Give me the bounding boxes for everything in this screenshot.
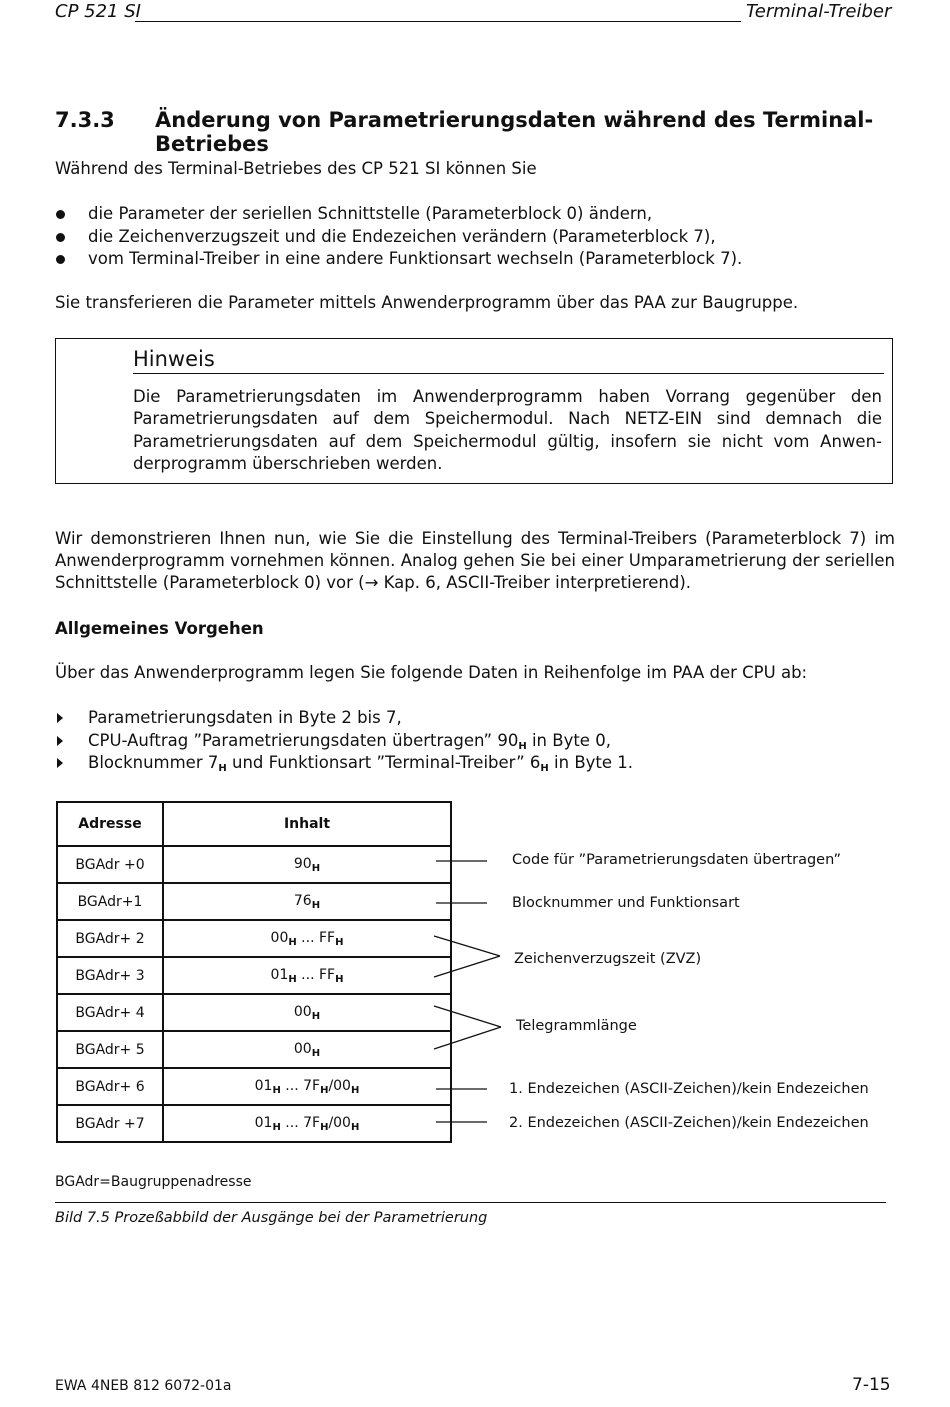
footer-doc-id: EWA 4NEB 812 6072-01a bbox=[55, 1378, 232, 1394]
step-item: Parametrierungsdaten in Byte 2 bis 7, bbox=[88, 708, 402, 727]
annotation-end1: 1. Endezeichen (ASCII-Zeichen)/kein Endezeichen bbox=[509, 1081, 869, 1097]
bullet-item: vom Terminal-Treiber in eine andere Funktionsart wechseln (Parameterblock 7). bbox=[88, 249, 743, 268]
section-number: 7.3.3 bbox=[55, 108, 115, 132]
address-cell: BGAdr+ 2 bbox=[57, 920, 163, 957]
header-left: CP 521 SI bbox=[55, 1, 141, 22]
caption-rule bbox=[55, 1202, 886, 1203]
connector-line bbox=[434, 1027, 501, 1049]
intro-text: Während des Terminal-Betriebes des CP 521 SI können Sie bbox=[55, 159, 537, 178]
annotation-block: Blocknummer und Funktionsart bbox=[512, 895, 740, 911]
legend: BGAdr=Baugruppenadresse bbox=[55, 1174, 252, 1190]
content-cell: $90_H$ bbox=[163, 846, 451, 883]
note-text: Die Parametrierungsdaten im Anwenderprogramm haben Vorrang gegenüber den Parametrierungsdaten auf dem Speichermodul. Nach NETZ-EIN sind demnach die Parametrierungsdaten auf dem Speichermodul gültig, insofern sie nicht vom Anwen- derprogramm überschrieben werden. bbox=[133, 387, 882, 474]
bullet-item: die Parameter der seriellen Schnittstelle (Parameterblock 0) ändern, bbox=[88, 204, 653, 223]
column-header-address: Adresse bbox=[57, 802, 163, 846]
address-cell: BGAdr+ 6 bbox=[57, 1068, 163, 1105]
content-cell: $01_H$ ... $7F_H/00_H$ bbox=[163, 1068, 451, 1105]
address-cell: BGAdr+ 4 bbox=[57, 994, 163, 1031]
content-cell: $00_H$ ... $FF_H$ bbox=[163, 920, 451, 957]
transfer-text: Sie transferieren die Parameter mittels Anwenderprogramm über das PAA zur Baugruppe. bbox=[55, 293, 799, 312]
figure-caption: Bild 7.5 Prozeßabbild der Ausgänge bei der Parametrierung bbox=[55, 1210, 488, 1226]
column-header-content: Inhalt bbox=[163, 802, 451, 846]
page-number: 7-15 bbox=[852, 1375, 891, 1395]
address-cell: BGAdr+ 3 bbox=[57, 957, 163, 994]
subheading: Allgemeines Vorgehen bbox=[55, 619, 264, 638]
note-title: Hinweis bbox=[133, 347, 215, 371]
bullet-item: die Zeichenverzugszeit und die Endezeichen verändern (Parameterblock 7), bbox=[88, 227, 716, 246]
annotation-zvz: Zeichenverzugszeit (ZVZ) bbox=[514, 951, 702, 967]
content-cell: $00_H$ bbox=[163, 1031, 451, 1068]
annotation-end2: 2. Endezeichen (ASCII-Zeichen)/kein Endezeichen bbox=[509, 1115, 869, 1131]
address-cell: BGAdr+ 5 bbox=[57, 1031, 163, 1068]
content-cell: $01_H$ ... $7F_H/00_H$ bbox=[163, 1105, 451, 1142]
procedure-intro: Über das Anwenderprogramm legen Sie folgende Daten in Reihenfolge im PAA der CPU ab: bbox=[55, 663, 808, 682]
connector-line bbox=[434, 956, 500, 977]
content-cell: $00_H$ bbox=[163, 994, 451, 1031]
connector-line bbox=[434, 1006, 501, 1027]
content-cell: $01_H$ ... $FF_H$ bbox=[163, 957, 451, 994]
connector-line bbox=[434, 936, 500, 956]
address-cell: BGAdr+1 bbox=[57, 883, 163, 920]
annotation-telegram: Telegrammlänge bbox=[516, 1018, 637, 1034]
header-right: Terminal-Treiber bbox=[746, 1, 892, 22]
step-item: CPU-Auftrag ”Parametrierungsdaten übertragen” $90_H$ in Byte 0, bbox=[88, 731, 611, 752]
address-cell: BGAdr +0 bbox=[57, 846, 163, 883]
address-cell: BGAdr +7 bbox=[57, 1105, 163, 1142]
step-item: Blocknummer $7_H$ und Funktionsart ”Terminal-Treiber” $6_H$ in Byte 1. bbox=[88, 753, 634, 774]
content-cell: $76_H$ bbox=[163, 883, 451, 920]
demo-paragraph: Wir demonstrieren Ihnen nun, wie Sie die Einstellung des Terminal-Treibers (Parameterblock 7) im Anwenderprogramm vornehmen können. Analog gehen Sie bei einer Umparametrierung der seriellen Schnittstelle (Parameterblock 0) vor (→ Kap. 6, ASCII-Treiber interpretierend). bbox=[55, 529, 895, 592]
section-title: Änderung von Parametrierungsdaten während des Terminal-Betriebes bbox=[155, 108, 874, 156]
annotation-code: Code für ”Parametrierungsdaten übertragen” bbox=[512, 852, 842, 868]
